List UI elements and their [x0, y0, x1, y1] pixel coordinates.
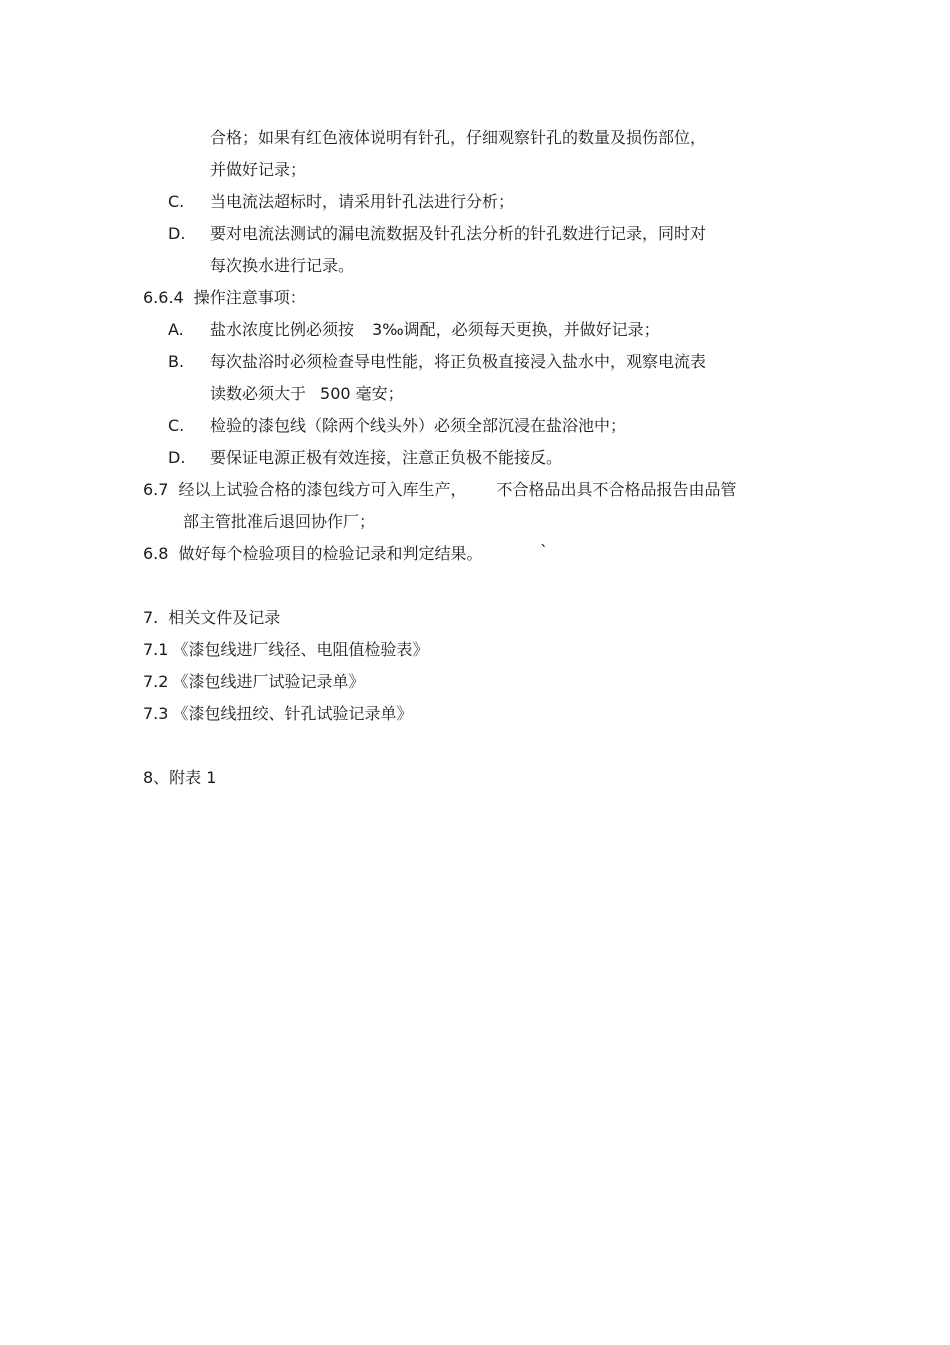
text: 部主管批准后退回协作厂；: [183, 512, 376, 531]
stray-mark: [540, 542, 548, 562]
label: C.: [168, 192, 185, 211]
section-7: [143, 608, 280, 628]
item-label-a: [168, 320, 184, 340]
section-7-1: [143, 640, 428, 660]
text: 并做好记录；: [210, 160, 307, 179]
text: 经以上试验合格的漆包线方可入库生产，: [178, 480, 467, 499]
text: 检验的漆包线（除两个线头外）必须全部沉浸在盐浴池中；: [210, 416, 627, 435]
section-6-8: [143, 544, 482, 564]
item-text-c: [210, 192, 514, 212]
label: C.: [168, 416, 185, 435]
item-text-d-cont: [210, 256, 354, 276]
paragraph-line: [210, 160, 306, 180]
section-number: 7.3: [143, 704, 169, 723]
section-number: 6.7: [143, 480, 169, 499]
section-6-7: [143, 480, 736, 500]
item-text-c2: [210, 416, 626, 436]
text: 《漆包线进厂线径、电阻值检验表》: [172, 640, 429, 659]
item-text-d2: [210, 448, 562, 468]
text: 《漆包线进厂试验记录单》: [172, 672, 365, 691]
label: D.: [168, 448, 186, 467]
paragraph-line: [210, 128, 706, 148]
item-label-d: [168, 224, 185, 244]
label: D.: [168, 224, 186, 243]
item-label-c2: [168, 416, 184, 436]
section-number: 7.1: [143, 640, 169, 659]
section-6-7-cont: [183, 512, 375, 532]
item-text-d: [210, 224, 706, 244]
section-number: 6.6.4: [143, 288, 184, 307]
section-title: 操作注意事项：: [193, 288, 306, 307]
item-label-d2: [168, 448, 185, 468]
text: 做好每个检验项目的检验记录和判定结果。: [178, 544, 483, 563]
text: 要保证电源正极有效连接，注意正负极不能接反。: [210, 448, 563, 467]
section-7-3: [143, 704, 412, 724]
item-text-b-cont: [210, 384, 404, 404]
text: 合格；如果有红色液体说明有针孔，仔细观察针孔的数量及损伤部位，: [210, 128, 707, 147]
text: 要对电流法测试的漏电流数据及针孔法分析的针孔数进行记录，同时对: [210, 224, 707, 243]
text: 每次盐浴时必须检查导电性能，将正负极直接浸入盐水中，观察电流表: [210, 352, 707, 371]
item-label-b: [168, 352, 184, 372]
label: B.: [168, 352, 185, 371]
item-text-a: [210, 320, 660, 340]
section-title: 8、附表 1: [143, 768, 217, 787]
section-6-6-4: [143, 288, 306, 308]
text: 不合格品出具不合格品报告由品管: [496, 480, 737, 499]
section-number: 7.: [143, 608, 159, 627]
text: 《漆包线扭绞、针孔试验记录单》: [172, 704, 413, 723]
text: 3‰调配，必须每天更换，并做好记录；: [372, 320, 660, 339]
text: 每次换水进行记录。: [210, 256, 355, 275]
item-text-b: [210, 352, 706, 372]
text: 500 毫安；: [320, 384, 404, 403]
label: A.: [168, 320, 184, 339]
text: 当电流法超标时，请采用针孔法进行分析；: [210, 192, 515, 211]
section-number: 6.8: [143, 544, 169, 563]
section-title: 相关文件及记录: [168, 608, 281, 627]
section-7-2: [143, 672, 364, 692]
item-label-c: [168, 192, 184, 212]
text: `: [540, 542, 548, 561]
section-8: [143, 768, 216, 788]
text: 盐水浓度比例必须按: [210, 320, 355, 339]
text: 读数必须大于: [210, 384, 307, 403]
section-number: 7.2: [143, 672, 169, 691]
